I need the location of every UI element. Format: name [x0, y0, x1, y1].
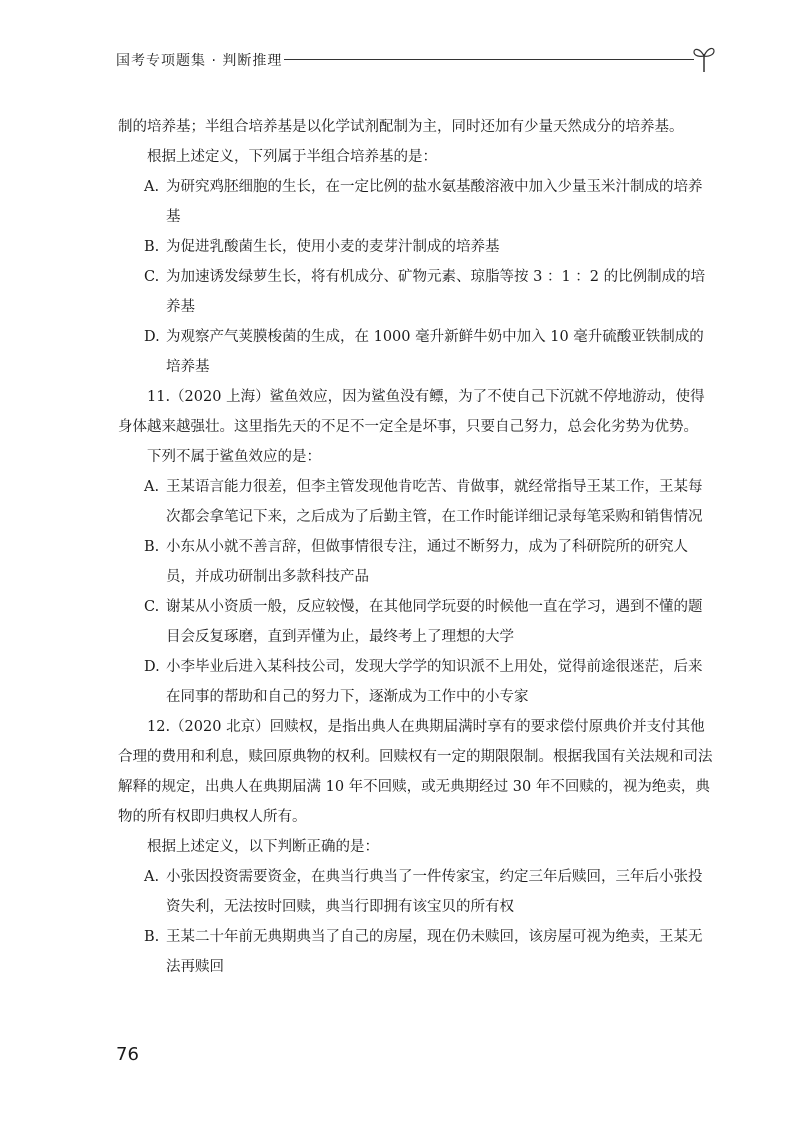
option-label: A.	[144, 179, 160, 195]
option-label: C.	[144, 269, 160, 285]
question-12-prompt: 根据上述定义，以下判断正确的是：	[147, 839, 379, 855]
option-text: 为研究鸡胚细胞的生长，在一定比例的盐水氨基酸溶液中加入少量玉米汁制成的培养基	[166, 179, 703, 225]
option-text: 王某二十年前无典期典当了自己的房屋，现在仍未赎回，该房屋可视为绝卖，王某无法再赎回	[166, 929, 703, 975]
page-content	[118, 112, 714, 982]
option-label: D.	[144, 329, 160, 345]
option-label: A.	[144, 869, 160, 885]
option-label: C.	[144, 599, 160, 615]
question-12-stem: 12.（2020 北京）回赎权，是指出典人在典期届满时享有的要求偿付原典价并支付其他合理的费用和利息，赎回原典物的权利。回赎权有一定的期限限制。根据我国有关法规和司法解释的规定，出典人在典期届满 10 年不回赎，或无典期经过 30 年不回赎的，视为绝卖，典物的所有权即归典权人所有。	[118, 719, 713, 825]
option-text: 为促进乳酸菌生长，使用小麦的麦芽汁制成的培养基	[166, 239, 500, 255]
question-10-prompt: 根据上述定义，下列属于半组合培养基的是：	[147, 149, 437, 165]
running-header	[116, 50, 716, 76]
header-title: 国考专项题集 · 判断推理	[116, 53, 283, 69]
option-label: D.	[144, 659, 160, 675]
sprout-icon	[692, 42, 716, 74]
question-10-option-c	[118, 262, 714, 322]
option-label: B.	[144, 539, 160, 555]
header-rule	[284, 59, 694, 60]
option-text: 王某语言能力很差，但李主管发现他肯吃苦、肯做事，就经常指导王某工作，王某每次都会拿笔记下来，之后成为了后勤主管，在工作时能详细记录每笔采购和销售情况	[166, 479, 703, 525]
option-text: 为观察产气荚膜梭菌的生成，在 1000 毫升新鲜牛奶中加入 10 毫升硫酸亚铁制成的培养基	[166, 329, 704, 375]
question-10-option-b	[118, 232, 714, 262]
question-10-option-a	[118, 172, 714, 232]
option-label: B.	[144, 239, 160, 255]
question-11-option-a	[118, 472, 714, 532]
question-11-option-d	[118, 652, 714, 712]
option-label: A.	[144, 479, 160, 495]
page-number: 76	[116, 1044, 139, 1065]
option-text: 小李毕业后进入某科技公司，发现大学学的知识派不上用处，觉得前途很迷茫，后来在同事的帮助和自己的努力下，逐渐成为工作中的小专家	[166, 659, 703, 705]
option-text: 小张因投资需要资金，在典当行典当了一件传家宝，约定三年后赎回，三年后小张投资失利，无法按时回赎，典当行即拥有该宝贝的所有权	[166, 869, 703, 915]
question-10-option-d	[118, 322, 714, 382]
question-11-option-b	[118, 532, 714, 592]
option-text: 为加速诱发绿萝生长，将有机成分、矿物元素、琼脂等按 3 ：1 ：2 的比例制成的培养基	[166, 269, 706, 315]
question-11-stem: 11.（2020 上海）鲨鱼效应，因为鲨鱼没有鳔，为了不使自己下沉就不停地游动，使得身体越来越强壮。这里指先天的不足不一定全是坏事，只要自己努力，总会化劣势为优势。	[118, 389, 705, 435]
paragraph-definition-end: 制的培养基；半组合培养基是以化学试剂配制为主，同时还加有少量天然成分的培养基。	[118, 119, 684, 135]
option-text: 小东从小就不善言辞，但做事情很专注，通过不断努力，成为了科研院所的研究人员，并成功研制出多款科技产品	[166, 539, 688, 585]
question-11-prompt: 下列不属于鲨鱼效应的是：	[147, 449, 321, 465]
question-11-option-c	[118, 592, 714, 652]
option-text: 谢某从小资质一般，反应较慢，在其他同学玩耍的时候他一直在学习，遇到不懂的题目会反复琢磨，直到弄懂为止，最终考上了理想的大学	[166, 599, 703, 645]
option-label: B.	[144, 929, 160, 945]
question-12-option-b	[118, 922, 714, 982]
question-12-option-a	[118, 862, 714, 922]
